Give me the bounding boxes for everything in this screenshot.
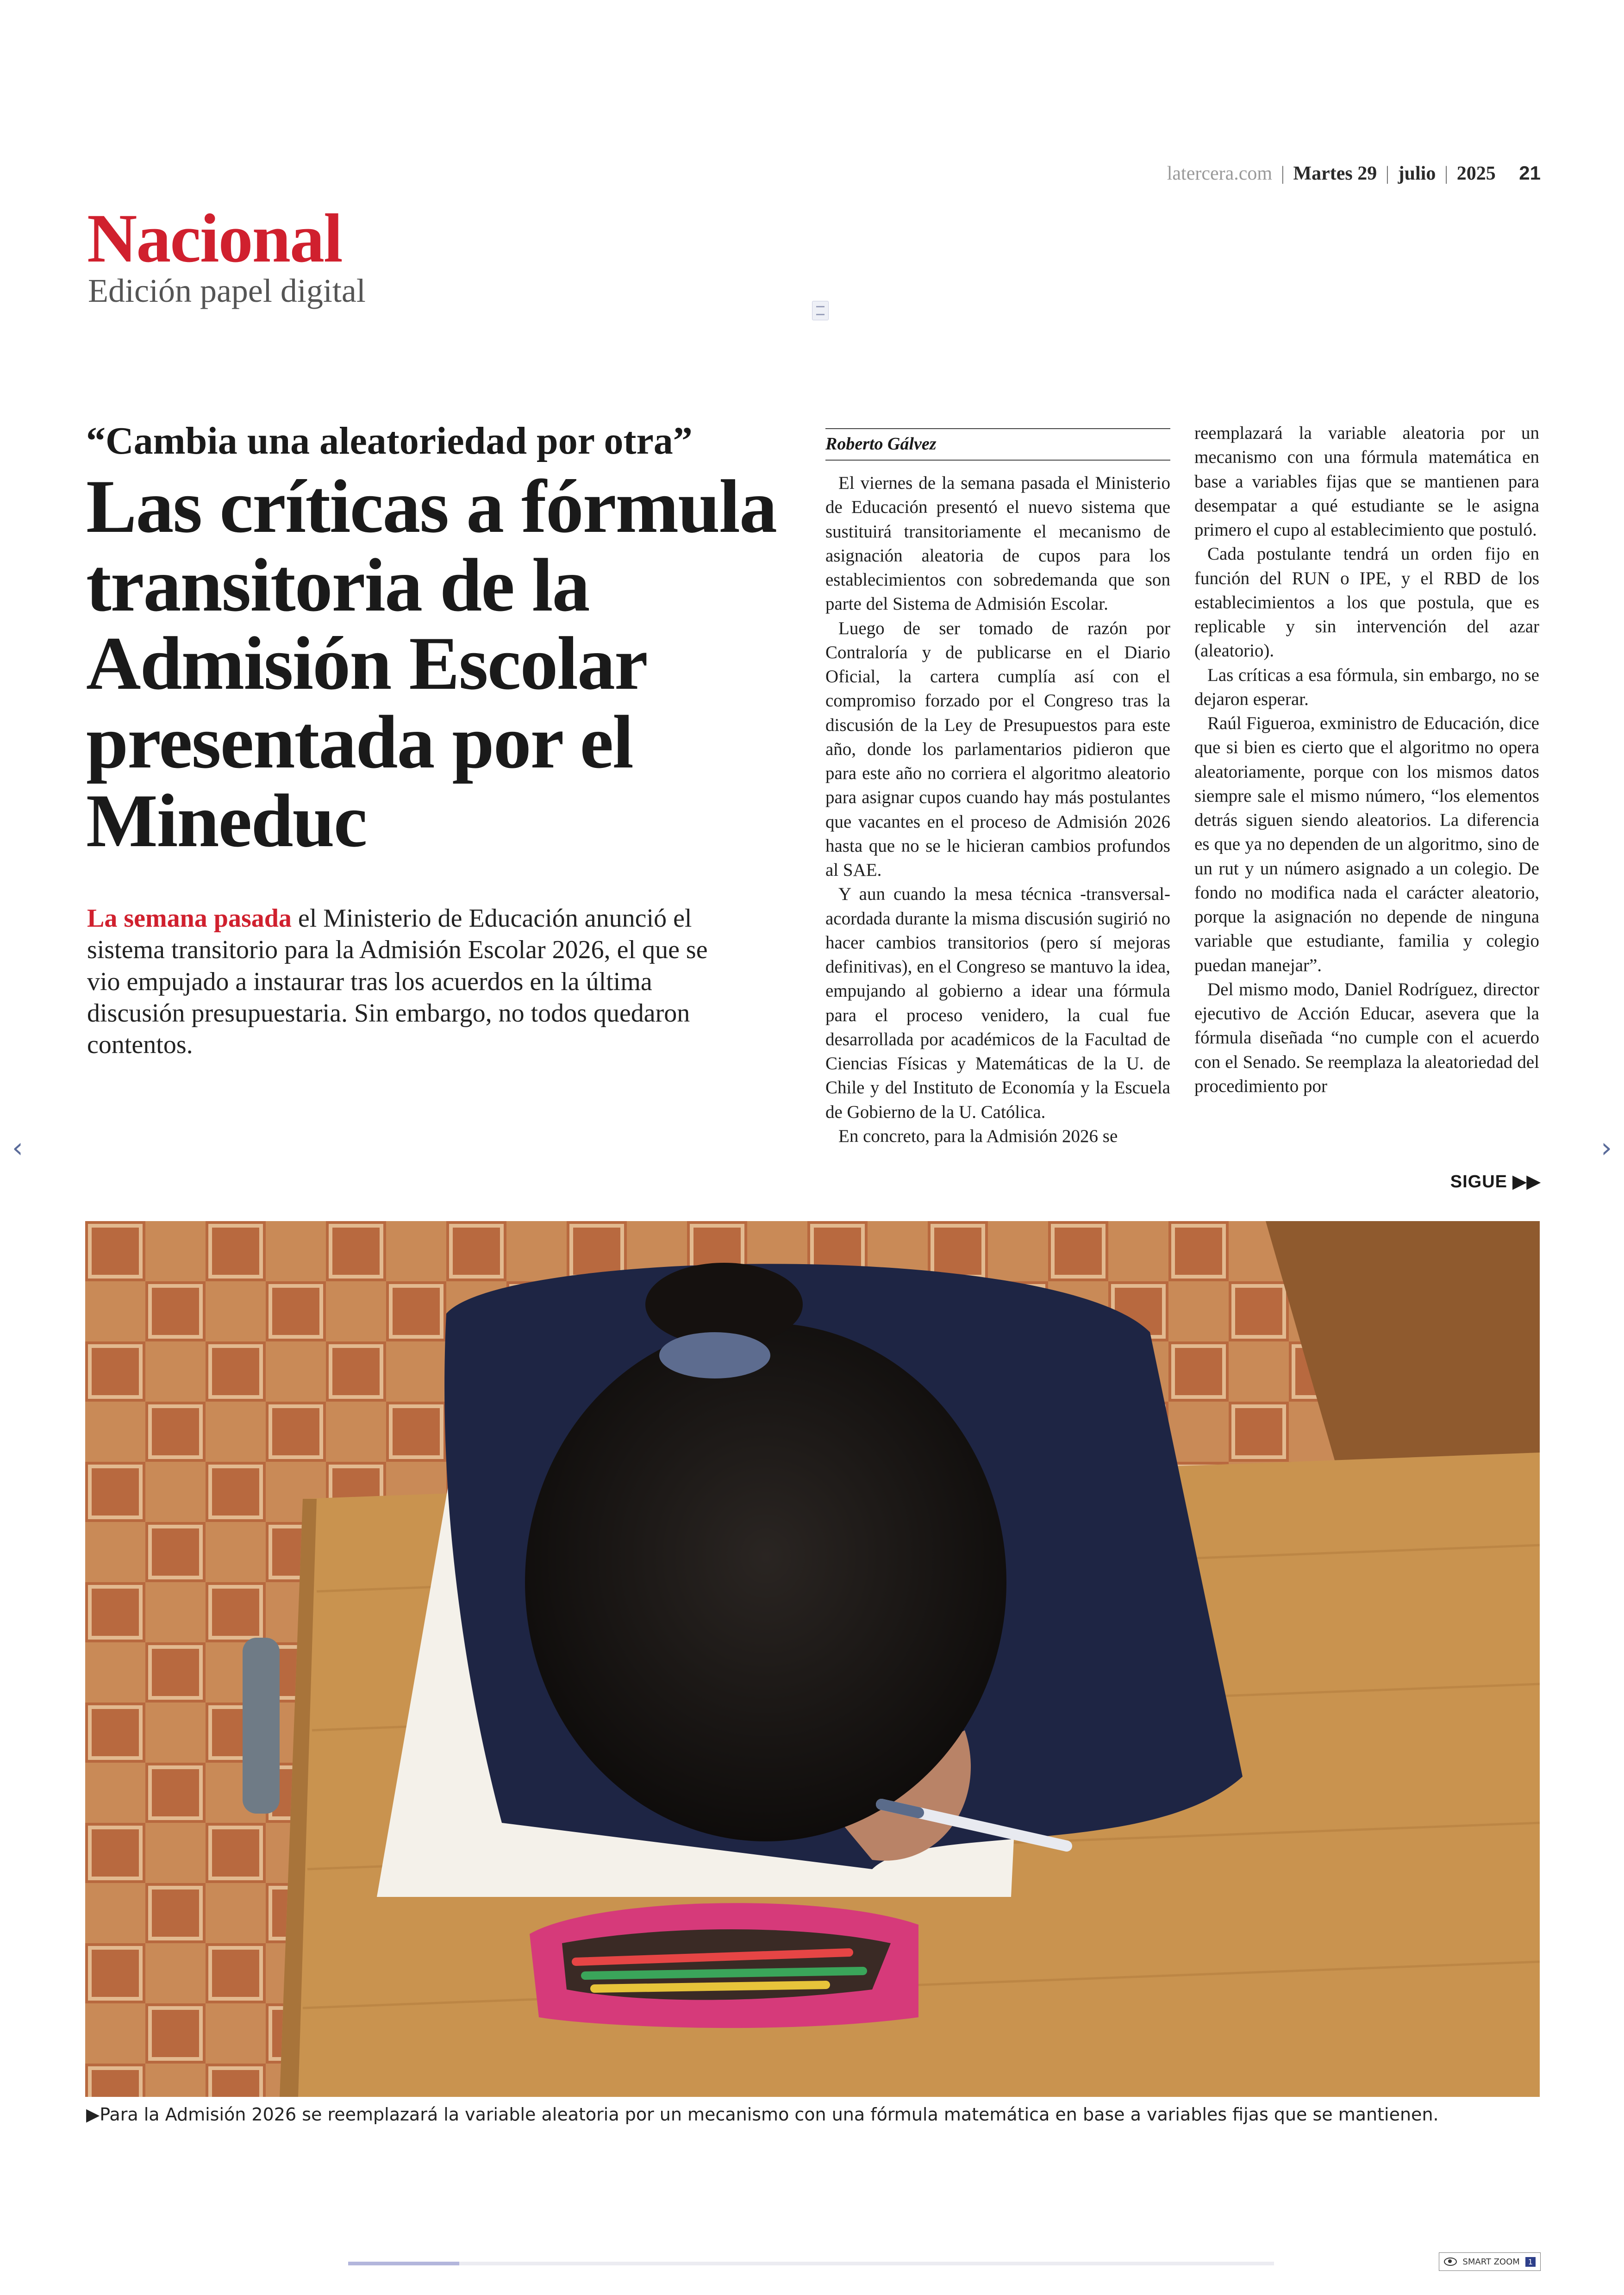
note-icon[interactable] bbox=[812, 301, 829, 320]
byline: Roberto Gálvez bbox=[825, 428, 1170, 461]
paragraph: Las críticas a esa fórmula, sin embargo, no se dejaron esperar. bbox=[1194, 665, 1539, 709]
issue-month: julio bbox=[1398, 163, 1436, 184]
paragraph: En concreto, para la Admisión 2026 se bbox=[838, 1126, 1118, 1146]
issue-meta: latercera.com | Martes 29 | julio | 2025 21 bbox=[1167, 162, 1541, 184]
issue-date: Martes 29 bbox=[1293, 163, 1377, 184]
smart-zoom-button[interactable] bbox=[1439, 2252, 1541, 2271]
next-page-button[interactable] bbox=[1593, 1132, 1620, 1164]
article-photo bbox=[85, 1221, 1540, 2097]
page-number: 21 bbox=[1519, 162, 1541, 184]
continue-label: SIGUE ▶▶ bbox=[1450, 1172, 1541, 1191]
article-lead bbox=[87, 903, 744, 1061]
paragraph: Del mismo modo, Daniel Rodríguez, director ejecutivo de Acción Educar, asevera que la fórmula diseñada “no cumple con el acuerdo con el Senado. Se reemplaza la aleatoriedad del procedimiento por bbox=[1194, 979, 1539, 1096]
paragraph: reemplazará la variable aleatoria por un mecanismo con una fórmula matemática en base a variables fijas que se mantienen para desempatar a qué estudiante se le asigna primero el cupo al establecimiento que postuló. bbox=[1194, 423, 1539, 540]
smart-zoom-label: SMART ZOOM bbox=[1462, 2257, 1520, 2267]
article-kicker: “Cambia una aleatoriedad por otra” bbox=[86, 419, 693, 462]
chevron-right-icon: › bbox=[1601, 1132, 1612, 1164]
chevron-left-icon: ‹ bbox=[12, 1132, 23, 1164]
article-column-1 bbox=[825, 471, 1170, 1148]
previous-page-button[interactable] bbox=[4, 1132, 31, 1164]
zoom-badge: 1 bbox=[1525, 2257, 1536, 2267]
paragraph: Y aun cuando la mesa técnica -transversal- acordada durante la misma discusión sugirió no hacer cambios transitorios (pero sí mejoras definitivas), en el Congreso se mantuvo la idea, empujando al gobierno a idear una fórmula para el proceso venidero, la cual fue desarrollada por académicos de la Facultad de Ciencias Físicas y Matemáticas de la U. de Chile y del Instituto de Economía y la Escuela de Gobierno de la U. Católica. bbox=[825, 884, 1170, 1122]
site-name: latercera.com bbox=[1167, 163, 1273, 184]
paragraph: Cada postulante tendrá un orden fijo en función del RUN o IPE, y el RBD de los establecimientos a los que postula, que es replicable y sin intervención del azar (aleatorio). bbox=[1194, 544, 1539, 661]
article-headline: Las críticas a fórmula transitoria de la Admisión Escolar presentada por el Mineduc bbox=[86, 465, 776, 863]
article-column-2 bbox=[1194, 421, 1539, 1098]
paragraph: Luego de ser tomado de razón por Contraloría y de publicarse en el Diario Oficial, la cartera cumplía así con el compromiso forzado por el Congreso tras la discusión de la Ley de Presupuestos para este año, donde los parlamentarios pidieron que para este año no corriera el algoritmo aleatorio para asignar cupos cuando hay más postulantes que vacantes en el proceso de Admisión 2026 hasta que no se le hicieran cambios profundos al SAE. bbox=[825, 618, 1170, 880]
lead-text: el Ministerio de Educación anunció el sistema transitorio para la Admisión Escolar 2026, el que se vio empujado a instaurar tras los acuerdos en la última discusión presupuestaria. Sin embargo, no todos quedaron contentos. bbox=[87, 904, 708, 1060]
page-progress-bar[interactable] bbox=[348, 2262, 1274, 2265]
paragraph: El viernes de la semana pasada el Ministerio de Educación presentó el nuevo sistema que sustituirá transitoriamente el mecanismo de asignación aleatoria de cupos para los establecimientos con sobredemanda que son parte del Sistema de Admisión Escolar. bbox=[825, 473, 1170, 614]
eye-icon bbox=[1444, 2258, 1457, 2266]
lead-highlight: La semana pasada bbox=[87, 904, 292, 933]
section-title: Nacional bbox=[87, 200, 342, 277]
paragraph: Raúl Figueroa, exministro de Educación, dice que si bien es cierto que el algoritmo no opera aleatoriamente, porque con los mismos datos siempre sale el mismo número, “los elementos detrás siguen siendo aleatorios. La diferencia es que ya no dependen de un algoritmo, sino de un rut y un número asignado a un colegio. De fondo no modifica nada el carácter aleatorio, porque la asignación no depende de ninguna variable que estudiante, familia y colegio puedan manejar”. bbox=[1194, 713, 1539, 975]
photo-caption: ▶Para la Admisión 2026 se reemplazará la variable aleatoria por un mecanismo con una fórmula matemática en base a variables fijas que se mantienen. bbox=[86, 2104, 1439, 2125]
student-desk-illustration bbox=[85, 1221, 1540, 2097]
issue-year: 2025 bbox=[1456, 163, 1496, 184]
edition-label: Edición papel digital bbox=[88, 272, 366, 309]
page-progress-fill bbox=[348, 2262, 459, 2265]
